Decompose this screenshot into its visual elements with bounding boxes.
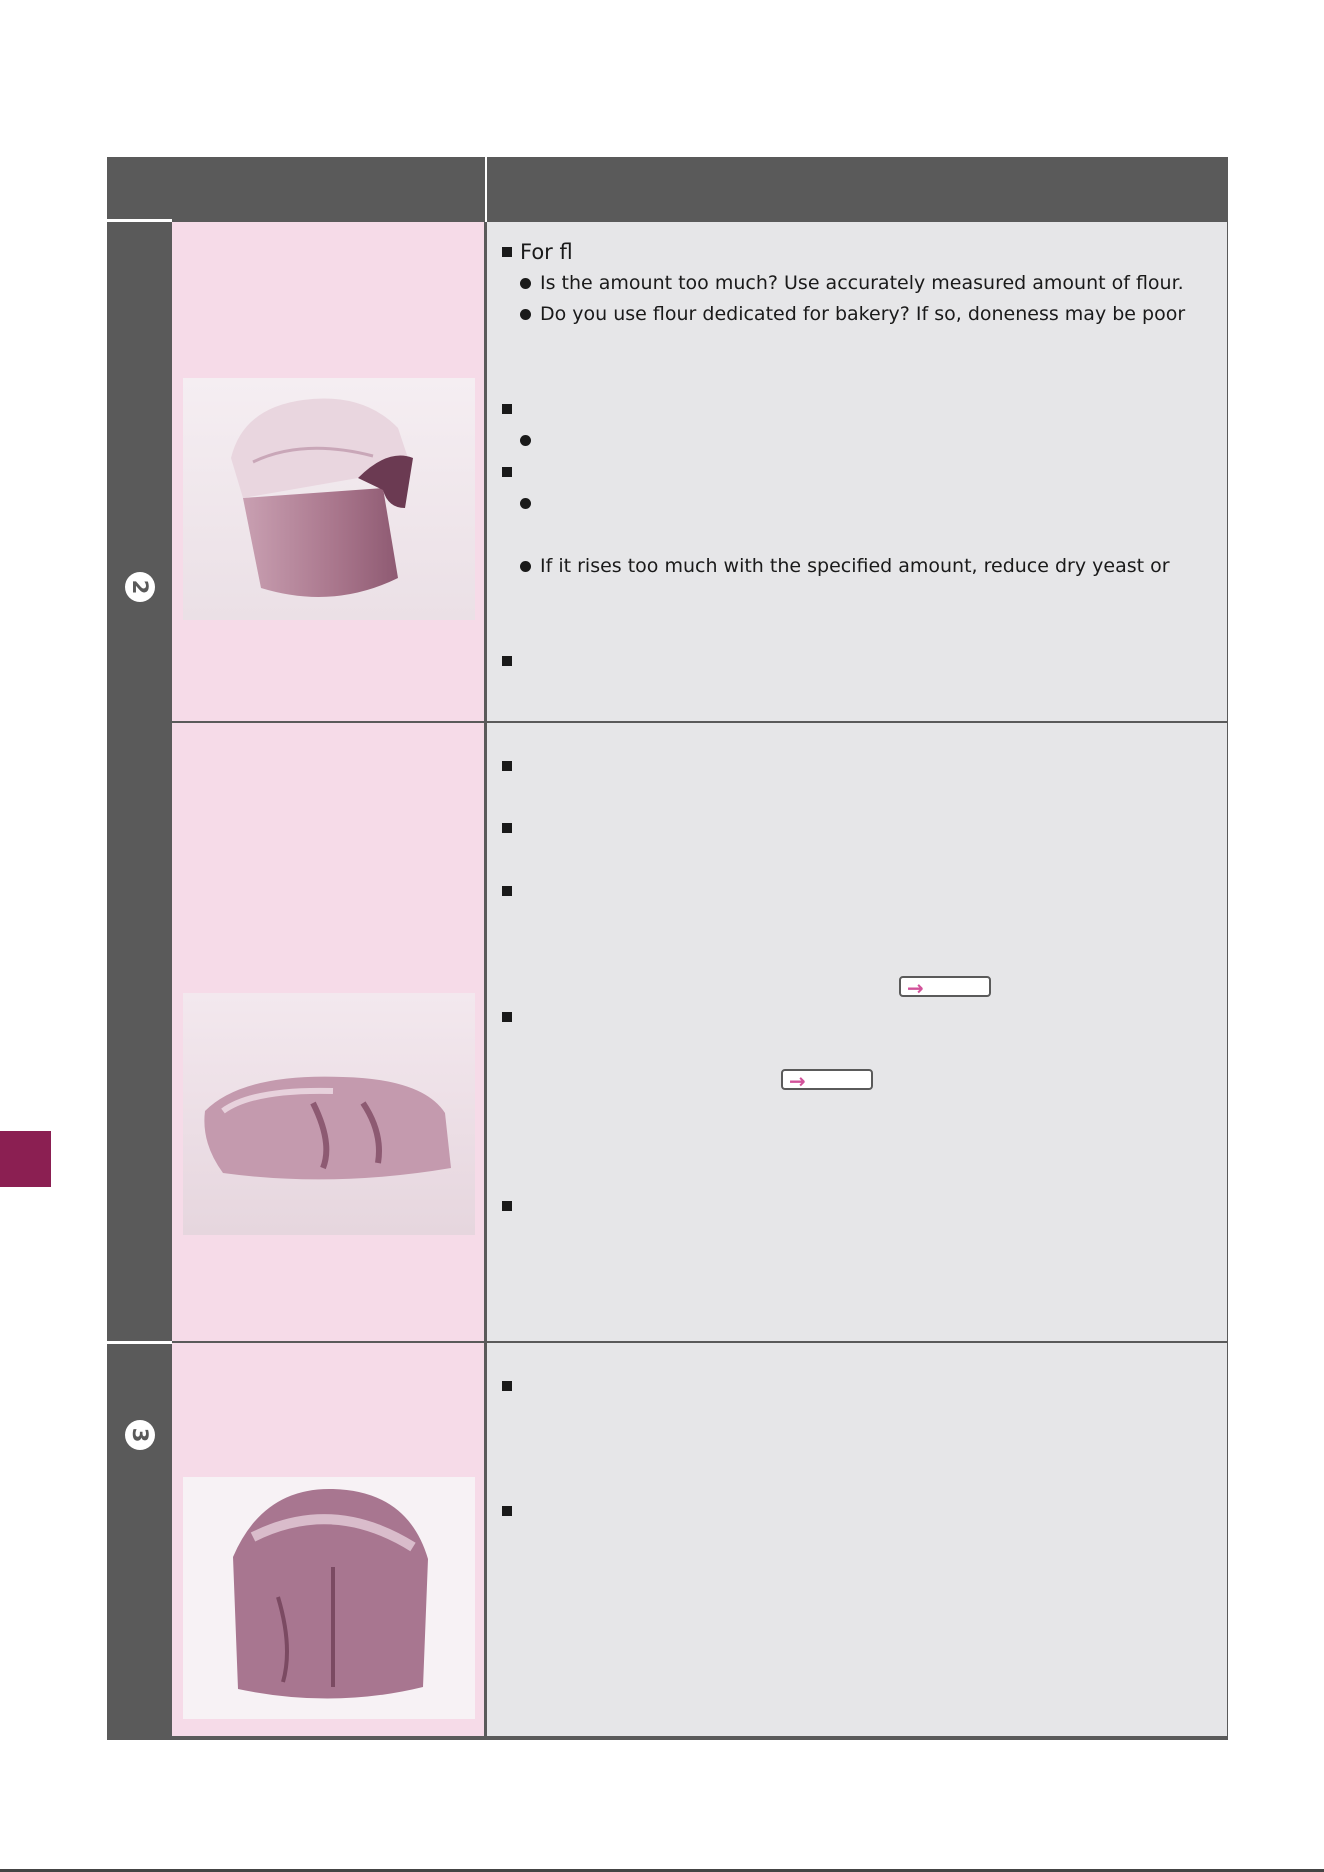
bullet-square [502,247,512,257]
group-column-3 [107,1344,172,1740]
bullet-dot [520,435,531,446]
remedy-cell-1 [487,222,1227,721]
bullet-square [502,823,512,833]
bullet-square [502,404,512,414]
arrow-right-icon: → [907,976,924,1000]
bullet-square [502,1201,512,1211]
bullet-dot [520,278,531,289]
group-number-3: 3 [125,1420,155,1450]
page-reference-link[interactable] [781,1069,873,1093]
bullet-square [502,656,512,666]
bullet-dot [520,498,531,509]
bread-photo-mushroom [183,1477,475,1719]
bullet-square [502,1012,512,1022]
remedy-bullet-bakery-flour: Do you use flour dedicated for bakery? If so, doneness may be poor [540,303,1186,325]
arrow-right-icon: → [789,1069,806,1093]
remedy-bullet-yeast: If it rises too much with the specified amount, reduce dry yeast or [540,555,1170,577]
bullet-square [502,1381,512,1391]
chapter-tab [0,1131,51,1187]
remedy-cell-2 [487,723,1227,1341]
bullet-square [502,761,512,771]
group-number-2: 2 [125,572,155,602]
bullet-dot [520,561,531,572]
bullet-square [502,467,512,477]
header-divider [485,157,487,222]
bullet-square [502,1506,512,1516]
remedy-cell-3 [487,1343,1227,1736]
bread-photo-flat [183,993,475,1235]
table-header [107,157,1228,222]
bullet-dot [520,309,531,320]
group-top-divider [107,219,172,222]
remedy-heading-flour: For fl [520,240,573,264]
group-divider [107,1341,172,1344]
page-reference-link[interactable] [899,976,991,1000]
bread-photo-collapsed-top [183,378,475,620]
bullet-square [502,886,512,896]
group-column-2 [107,222,172,1342]
remedy-bullet-amount: Is the amount too much? Use accurately measured amount of flour. [540,272,1184,294]
